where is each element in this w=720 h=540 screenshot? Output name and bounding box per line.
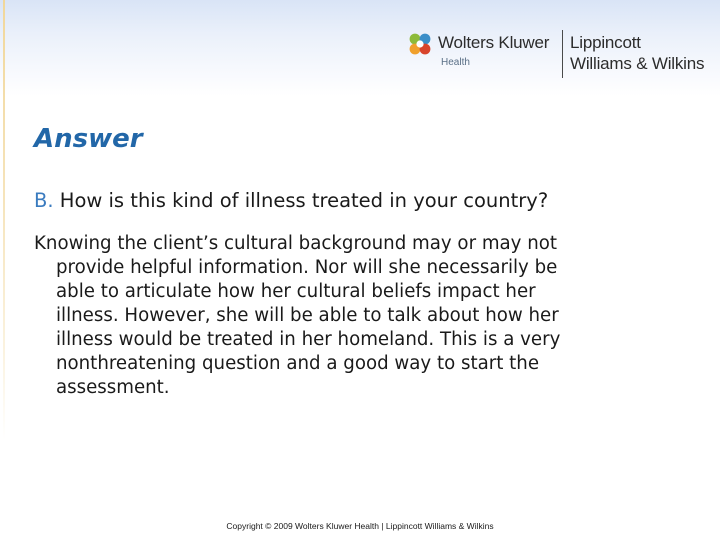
publisher-logo bbox=[408, 30, 718, 80]
logo-division-text: Health bbox=[441, 57, 470, 68]
answer-line: assessment. bbox=[56, 377, 170, 398]
answer-line: illness would be treated in her homeland. This is a very bbox=[56, 329, 561, 350]
mark-center bbox=[416, 40, 423, 47]
answer-line: provide helpful information. Nor will she necessarily be bbox=[56, 257, 558, 278]
answer-line: nonthreatening question and a good way to start the bbox=[56, 353, 540, 374]
logo-imprint-line-2: Williams & Wilkins bbox=[570, 54, 705, 73]
question bbox=[34, 189, 548, 212]
answer-line: illness. However, she will be able to talk about how her bbox=[56, 305, 559, 326]
answer-line: Knowing the client’s cultural background may or may not bbox=[34, 233, 558, 254]
logo-divider bbox=[562, 30, 563, 78]
left-accent-rule bbox=[3, 0, 5, 440]
answer-body bbox=[34, 232, 696, 400]
question-marker: B. bbox=[34, 189, 54, 212]
question-text: How is this kind of illness treated in your country? bbox=[53, 189, 549, 212]
copyright-footer: Copyright © 2009 Wolters Kluwer Health | Lippincott Williams & Wilkins bbox=[226, 521, 494, 531]
slide-title: Answer bbox=[34, 124, 143, 154]
logo-brand-text: Wolters Kluwer bbox=[438, 33, 550, 52]
answer-line: able to articulate how her cultural beliefs impact her bbox=[56, 281, 536, 302]
wolters-kluwer-mark-icon bbox=[408, 32, 432, 56]
logo-imprint-line-1: Lippincott bbox=[570, 33, 641, 52]
logo-imprint bbox=[570, 32, 704, 74]
